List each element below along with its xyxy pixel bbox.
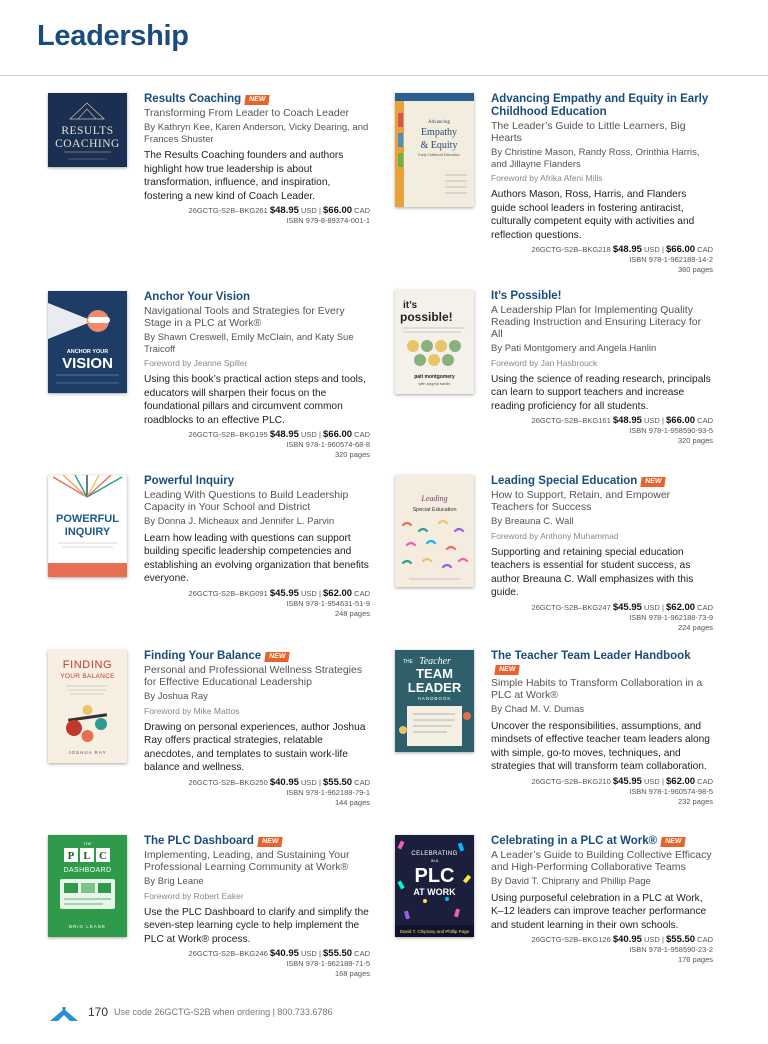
book-code: 26GCTG-S2B–BKG195 [188, 430, 268, 440]
currency-usd: USD [301, 430, 317, 440]
price-usd: $45.95 [612, 775, 642, 787]
book-cover[interactable] [395, 835, 474, 937]
book-cover[interactable] [395, 93, 474, 207]
book-info [491, 290, 713, 446]
price-cad: $66.00 [666, 415, 696, 427]
price-usd: $40.95 [612, 934, 642, 946]
price-cad: $66.00 [666, 244, 696, 256]
price-usd: $48.95 [612, 415, 642, 427]
book-description: Authors Mason, Ross, Harris, and Flanders guide school leaders in fostering antiracist, culturally competent equity with activities and reflection questions. [491, 189, 695, 241]
svg-text:L: L [83, 850, 91, 862]
page-header [0, 0, 768, 76]
book-info [144, 291, 370, 460]
new-badge: NEW [264, 652, 290, 662]
currency-cad: CAD [697, 776, 713, 786]
book-description: Using this book’s practical action steps and tools, educators will sharpen their focus on the foundational pillars and circumvent common roadblocks to an effective PLC. [144, 374, 366, 426]
svg-text:THE: THE [403, 659, 413, 665]
svg-text:Teacher: Teacher [419, 656, 451, 667]
svg-text:CELEBRATING: CELEBRATING [411, 851, 458, 857]
page-footer [50, 1004, 450, 1024]
svg-text:Early Childhood Education: Early Childhood Education [418, 153, 460, 157]
book-code: 26GCTG-S2B–BKG161 [531, 416, 611, 426]
book-authors: By Pati Montgomery and Angela Hanlin [491, 343, 657, 354]
svg-text:with angela hanlin: with angela hanlin [418, 381, 451, 386]
currency-cad: CAD [697, 935, 713, 945]
footer-order-info: Use code 26GCTG-S2B when ordering | 800.733.6786 [114, 1007, 333, 1017]
book-pages: 360 pages [677, 265, 713, 275]
currency-usd: USD [301, 949, 317, 959]
book-code: 26GCTG-S2B–BKG091 [188, 588, 268, 598]
book-title[interactable]: Leading Special Education NEW [491, 475, 713, 488]
publisher-logo-icon [50, 1007, 78, 1026]
currency-usd: USD [644, 245, 660, 255]
book-title[interactable]: The PLC Dashboard NEW [144, 835, 370, 848]
book-isbn: ISBN 978-1-962188-71-5 [286, 959, 370, 969]
book-subtitle: How to Support, Retain, and Empower Teachers for Success [491, 489, 671, 513]
book-meta: 26GCTG-S2B–BKG091 $45.95 USD | $62.00 CAD ISBN 978-1-954631-51-9 248 pages [144, 589, 370, 619]
book-meta: 26GCTG-S2B–BKG250 $40.95 USD | $55.50 CAD ISBN 978-1-962188-79-1 144 pages [144, 778, 370, 808]
svg-text:PLC: PLC [414, 865, 455, 887]
book-info [491, 475, 713, 633]
svg-text:Leading: Leading [421, 494, 448, 503]
book-authors: By Joshua Ray [144, 691, 208, 702]
book-code: 26GCTG-S2B–BKG261 [188, 206, 268, 216]
price-usd: $40.95 [269, 948, 299, 960]
book-title[interactable]: Finding Your Balance NEW [144, 650, 370, 663]
book-subtitle: The Leader’s Guide to Little Learners, Big Hearts [491, 120, 686, 144]
book-subtitle: Implementing, Leading, and Sustaining Your Professional Learning Community at Work® [144, 849, 350, 873]
price-usd: $40.95 [269, 776, 299, 788]
book-title[interactable]: Anchor Your Vision [144, 291, 251, 303]
svg-text:C: C [99, 850, 107, 862]
book-isbn: ISBN 978-1-958590-93-5 [629, 426, 713, 436]
book-description: Using the science of reading research, principals can learn to support teachers and increase reading proficiency for all students. [491, 373, 711, 412]
price-usd: $48.95 [269, 205, 299, 217]
price-usd: $48.95 [612, 244, 642, 256]
book-isbn: ISBN 979-8-89374-001-1 [286, 216, 370, 226]
book-pages: 320 pages [677, 436, 713, 446]
book-authors: By Chad M. V. Dumas [491, 704, 585, 715]
price-cad: $55.50 [323, 776, 353, 788]
book-authors: By Christine Mason, Randy Ross, Orinthia Harris, and Jillayne Flanders [491, 147, 700, 170]
book-description: Drawing on personal experiences, author Joshua Ray offers practical strategies, relatable anecdotes, and templates to sustain work-life balance and wellness. [144, 721, 366, 774]
book-isbn: ISBN 978-1-962188-73-9 [629, 612, 713, 622]
svg-text:TEAM: TEAM [416, 666, 453, 681]
price-cad: $62.00 [666, 601, 696, 613]
book-meta: 26GCTG-S2B–BKG210 $45.95 USD | $62.00 CAD ISBN 978-1-960574-98-5 232 pages [491, 777, 713, 807]
new-badge: NEW [641, 477, 667, 487]
book-isbn: ISBN 978-1-962188-79-1 [286, 787, 370, 797]
svg-text:it’s: it’s [403, 300, 418, 311]
svg-text:BRIG LEANE: BRIG LEANE [68, 924, 107, 929]
book-subtitle: Simple Habits to Transform Collaboration in a PLC at Work® [491, 677, 703, 701]
book-info [144, 93, 370, 226]
book-meta: 26GCTG-S2B–BKG247 $45.95 USD | $62.00 CAD ISBN 978-1-962188-73-9 224 pages [491, 603, 713, 633]
book-cover[interactable] [48, 650, 127, 763]
page-title: Leadership [37, 20, 189, 52]
book-subtitle: A Leader’s Guide to Building Collective Efficacy and High-Performing Collaborative Teams [491, 849, 712, 873]
price-cad: $62.00 [666, 775, 696, 787]
book-meta: 26GCTG-S2B–BKG195 $48.95 USD | $66.00 CAD ISBN 978-1-960574-68-8 320 pages [144, 430, 370, 460]
book-cover[interactable] [48, 475, 127, 577]
book-authors: By Shawn Creswell, Emily McClain, and Katy Sue Traicoff [144, 332, 354, 355]
book-foreword: Foreword by Robert Eaker [144, 890, 244, 901]
book-info [144, 475, 370, 619]
book-description: The Results Coaching founders and authors highlight how true leadership is about transformation, influence, and inspiration, fostering a new kind of Coach Leader. [144, 150, 344, 202]
book-subtitle: A Leadership Plan for Implementing Quality Reading Instruction and Ensuring Literacy for All [491, 304, 702, 340]
book-meta: 26GCTG-S2B–BKG246 $40.95 USD | $55.50 CAD ISBN 978-1-962188-71-5 168 pages [144, 949, 370, 979]
currency-cad: CAD [697, 416, 713, 426]
book-authors: By David T. Chiprany and Phillip Page [491, 876, 651, 887]
book-cover[interactable] [395, 475, 474, 587]
currency-usd: USD [644, 416, 660, 426]
book-cover[interactable] [395, 290, 474, 394]
currency-usd: USD [301, 206, 317, 216]
svg-text:YOUR BALANCE: YOUR BALANCE [60, 673, 115, 680]
svg-text:HANDBOOK: HANDBOOK [417, 696, 452, 701]
svg-text:INQUIRY: INQUIRY [64, 526, 111, 538]
currency-cad: CAD [354, 430, 370, 440]
svg-text:ANCHOR YOUR: ANCHOR YOUR [66, 349, 109, 355]
price-cad: $55.50 [666, 934, 696, 946]
book-description: Supporting and retaining special education teachers is essential for student success, as author Breauna C. Wall emphasizes with this guide. [491, 546, 694, 599]
book-description: Uncover the responsibilities, assumptions, and mindsets of effective teacher team leaders along with simple, go-to moves, techniques, and strategies that will transform team collaboration. [491, 720, 710, 773]
svg-text:Advancing: Advancing [428, 120, 450, 125]
book-foreword: Foreword by Anthony Muhammad [491, 530, 619, 541]
book-isbn: ISBN 978-1-962188-14-2 [629, 255, 713, 265]
svg-text:POWERFUL: POWERFUL [56, 513, 119, 525]
book-code: 26GCTG-S2B–BKG250 [188, 777, 268, 787]
price-usd: $45.95 [612, 601, 642, 613]
currency-usd: USD [644, 602, 660, 612]
book-subtitle: Leading With Questions to Build Leadership Capacity in Your School and District [144, 489, 349, 513]
book-foreword: Foreword by Mike Mattos [144, 705, 240, 716]
svg-text:VISION: VISION [62, 355, 113, 372]
book-info [144, 835, 370, 979]
book-pages: 224 pages [677, 622, 713, 632]
book-code: 26GCTG-S2B–BKG247 [531, 602, 611, 612]
svg-text:David T. Chiprany and Phillip: David T. Chiprany and Phillip Page [399, 929, 470, 934]
book-description: Learn how leading with questions can support building specific leadership competencies and establishing an evolving organization that benefits everyone. [144, 532, 369, 585]
book-title[interactable]: It’s Possible! [491, 290, 562, 302]
book-pages: 320 pages [334, 450, 370, 460]
svg-text:JOSHUA RAY: JOSHUA RAY [68, 750, 107, 755]
book-code: 26GCTG-S2B–BKG210 [531, 776, 611, 786]
book-cover[interactable] [48, 291, 127, 393]
book-meta: 26GCTG-S2B–BKG261 $48.95 USD | $66.00 CAD ISBN 979-8-89374-001-1 [144, 206, 370, 226]
book-title[interactable]: Advancing Empathy and Equity in Early Childhood Education [491, 93, 709, 118]
svg-text:COACHING: COACHING [55, 138, 120, 150]
book-pages: 232 pages [677, 796, 713, 806]
currency-cad: CAD [354, 206, 370, 216]
new-badge: NEW [257, 837, 283, 847]
currency-cad: CAD [697, 602, 713, 612]
currency-usd: USD [644, 935, 660, 945]
book-info [491, 835, 713, 965]
book-authors: By Brig Leane [144, 876, 204, 887]
book-title[interactable]: Celebrating in a PLC at Work® NEW [491, 835, 713, 848]
new-badge: NEW [244, 95, 270, 105]
svg-text:pati montgomery: pati montgomery [414, 374, 455, 380]
svg-text:possible!: possible! [400, 310, 453, 324]
svg-text:P: P [67, 850, 75, 862]
svg-text:Special Education: Special Education [412, 507, 457, 513]
book-cover[interactable] [48, 835, 127, 937]
price-cad: $55.50 [323, 948, 353, 960]
book-title[interactable]: Powerful Inquiry [144, 475, 235, 487]
book-description: Use the PLC Dashboard to clarify and simplify the seven-step learning cycle to help implement the PLC at Work® process. [144, 906, 369, 945]
currency-cad: CAD [354, 588, 370, 598]
book-meta: 26GCTG-S2B–BKG126 $40.95 USD | $55.50 CAD ISBN 978-1-958590-23-2 176 pages [491, 935, 713, 965]
currency-cad: CAD [354, 777, 370, 787]
svg-text:IN A: IN A [430, 858, 439, 863]
svg-text:RESULTS: RESULTS [61, 125, 114, 137]
currency-cad: CAD [354, 949, 370, 959]
book-meta: 26GCTG-S2B–BKG218 $48.95 USD | $66.00 CAD ISBN 978-1-962188-14-2 360 pages [491, 245, 713, 275]
currency-usd: USD [644, 776, 660, 786]
book-pages: 176 pages [677, 955, 713, 965]
book-subtitle: Transforming From Leader to Coach Leader [144, 107, 350, 119]
svg-text:DASHBOARD: DASHBOARD [63, 867, 112, 874]
book-info [491, 650, 713, 807]
book-pages: 168 pages [334, 969, 370, 979]
book-title[interactable]: Results Coaching NEW [144, 93, 370, 106]
book-cover[interactable] [48, 93, 127, 167]
svg-text:AT WORK: AT WORK [413, 887, 456, 897]
book-foreword: Foreword by Afrika Afeni Mills [491, 173, 603, 183]
book-foreword: Foreword by Jeanne Spiller [144, 358, 248, 368]
book-info [491, 93, 713, 275]
book-subtitle: Personal and Professional Wellness Strategies for Effective Educational Leadership [144, 664, 363, 688]
book-pages: 248 pages [334, 608, 370, 618]
book-authors: By Kathryn Kee, Karen Anderson, Vicky Dearing, and Frances Shuster [144, 122, 369, 145]
book-authors: By Breauna C. Wall [491, 516, 574, 527]
book-cover[interactable] [395, 650, 474, 752]
price-cad: $66.00 [323, 205, 353, 217]
new-badge: NEW [660, 837, 686, 847]
currency-cad: CAD [697, 245, 713, 255]
book-code: 26GCTG-S2B–BKG246 [188, 949, 268, 959]
book-isbn: ISBN 978-1-960574-98-5 [629, 786, 713, 796]
new-badge: NEW [494, 665, 520, 675]
book-isbn: ISBN 978-1-960574-68-8 [286, 440, 370, 450]
book-isbn: ISBN 978-1-954631-51-9 [286, 598, 370, 608]
book-code: 26GCTG-S2B–BKG126 [531, 935, 611, 945]
svg-text:& Equity: & Equity [420, 140, 458, 151]
book-foreword: Foreword by Jan Hasbrouck [491, 357, 598, 368]
price-usd: $48.95 [269, 429, 299, 441]
book-info [144, 650, 370, 808]
price-cad: $62.00 [323, 587, 353, 599]
book-title[interactable]: The Teacher Team Leader HandbookNEW [491, 650, 691, 673]
svg-text:Empathy: Empathy [420, 127, 458, 138]
book-isbn: ISBN 978-1-958590-23-2 [629, 945, 713, 955]
book-description: Using purposeful celebration in a PLC at Work, K–12 leaders can improve teacher performance and student learning in their own schools. [491, 892, 707, 931]
book-pages: 144 pages [334, 797, 370, 807]
currency-usd: USD [301, 588, 317, 598]
page-number: 170 [88, 1005, 109, 1019]
book-code: 26GCTG-S2B–BKG218 [531, 245, 611, 255]
book-meta: 26GCTG-S2B–BKG161 $48.95 USD | $66.00 CAD ISBN 978-1-958590-93-5 320 pages [491, 416, 713, 446]
svg-text:THE: THE [83, 841, 92, 846]
price-cad: $66.00 [323, 429, 353, 441]
currency-usd: USD [301, 777, 317, 787]
svg-text:FINDING: FINDING [62, 659, 113, 671]
book-authors: By Donna J. Micheaux and Jennifer L. Parvin [144, 516, 335, 527]
svg-text:LEADER: LEADER [407, 680, 462, 695]
price-usd: $45.95 [269, 587, 299, 599]
book-subtitle: Navigational Tools and Strategies for Every Stage in a PLC at Work® [144, 305, 345, 329]
